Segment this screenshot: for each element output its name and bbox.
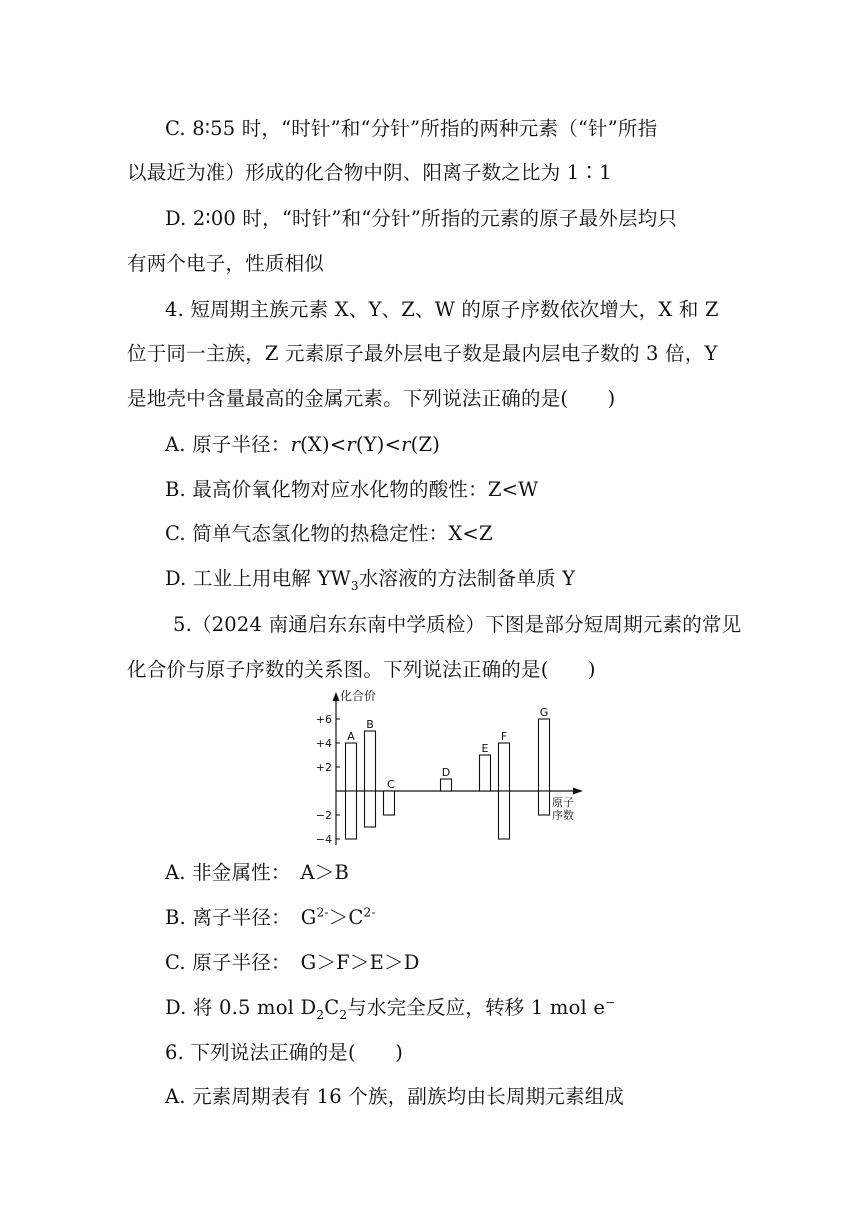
q6-option-a: A. 元素周期表有 16 个族，副族均由长周期元素组成 xyxy=(165,1085,625,1108)
chart-y-axis-label: 化合价 xyxy=(340,689,377,703)
chart-bar-label-F: F xyxy=(500,730,508,743)
chart-x-axis-label-line2: 序数 xyxy=(552,809,574,822)
q4-option-a: A. 原子半径：r(X)<r(Y)<r(Z) xyxy=(165,433,441,456)
q5-option-a: A. 非金属性： A＞B xyxy=(165,861,350,884)
q3-option-c-line2: 以最近为准）形成的化合物中阴、阳离子数之比为 1∶1 xyxy=(127,161,612,184)
chart-bar-label-G: G xyxy=(539,706,549,719)
chart-bar-negative-F xyxy=(499,791,510,839)
chart-y-tick-label: −2 xyxy=(315,809,332,822)
q5-option-d: D. 将 0.5 mol $D_2C_2$与水完全反应，转移 1 mol e− xyxy=(165,995,616,1022)
chart-bar-positive-D xyxy=(441,779,452,791)
chart-bar-negative-A xyxy=(346,791,357,839)
q5-option-b: B. 离子半径： $G^{2-}>C^{2-}$ xyxy=(165,905,376,929)
chart-bar-negative-G xyxy=(539,791,550,815)
chart-bar-label-D: D xyxy=(441,766,451,779)
chart-bar-positive-E xyxy=(480,755,491,791)
q5-stem-line2: 化合价与原子序数的关系图。下列说法正确的是( ) xyxy=(127,658,596,681)
q4-option-b: B. 最高价氧化物对应水化物的酸性：Z<W xyxy=(165,478,539,501)
q5-option-c: C. 原子半径： G＞F＞E＞D xyxy=(165,951,420,974)
q3-option-d-line2: 有两个电子，性质相似 xyxy=(127,252,325,275)
chart-bar-positive-G xyxy=(539,719,550,791)
chart-bar-negative-B xyxy=(365,791,376,827)
chart-y-tick-label: +6 xyxy=(315,713,332,726)
q4-stem-line1: 4. 短周期主族元素 X、Y、Z、W 的原子序数依次增大，X 和 Z xyxy=(165,298,719,321)
q5-stem-line1: 5.（2024 南通启东东南中学质检）下图是部分短周期元素的常见 xyxy=(173,613,742,636)
chart-bar-positive-A xyxy=(346,743,357,791)
q4-option-d: D. 工业上用电解 $YW_3$水溶液的方法制备单质 Y xyxy=(165,567,576,593)
q4-stem-line3: 是地壳中含量最高的金属元素。下列说法正确的是( ) xyxy=(127,387,616,410)
q4-option-c: C. 简单气态氢化物的热稳定性：X<Z xyxy=(165,522,493,545)
q6-stem: 6. 下列说法正确的是( ) xyxy=(165,1041,404,1064)
chart-bar-label-C: C xyxy=(387,778,395,791)
chart-bar-label-B: B xyxy=(366,718,374,731)
chart-bar-positive-F xyxy=(499,743,510,791)
chart-y-tick-label: +2 xyxy=(315,761,332,774)
chart-y-axis-arrow xyxy=(333,692,340,701)
chart-bar-positive-B xyxy=(365,731,376,791)
chart-x-axis-arrow xyxy=(573,788,583,795)
chart-bar-label-E: E xyxy=(481,742,489,755)
q3-option-c-line1: C. 8∶55 时，“时针”和“分针”所指的两种元素（“针”所指 xyxy=(165,117,658,140)
chart-y-tick-label: −4 xyxy=(315,833,332,846)
chart-bar-label-A: A xyxy=(347,730,355,743)
valence-chart xyxy=(300,688,600,848)
q4-stem-line2: 位于同一主族，Z 元素原子最外层电子数是最内层电子数的 3 倍，Y xyxy=(127,342,718,365)
q3-option-d-line1: D. 2∶00 时，“时针”和“分针”所指的元素的原子最外层均只 xyxy=(165,207,678,230)
chart-y-tick-label: +4 xyxy=(315,737,332,750)
chart-bar-negative-C xyxy=(384,791,395,815)
chart-x-axis-label-line1: 原子 xyxy=(552,796,574,809)
